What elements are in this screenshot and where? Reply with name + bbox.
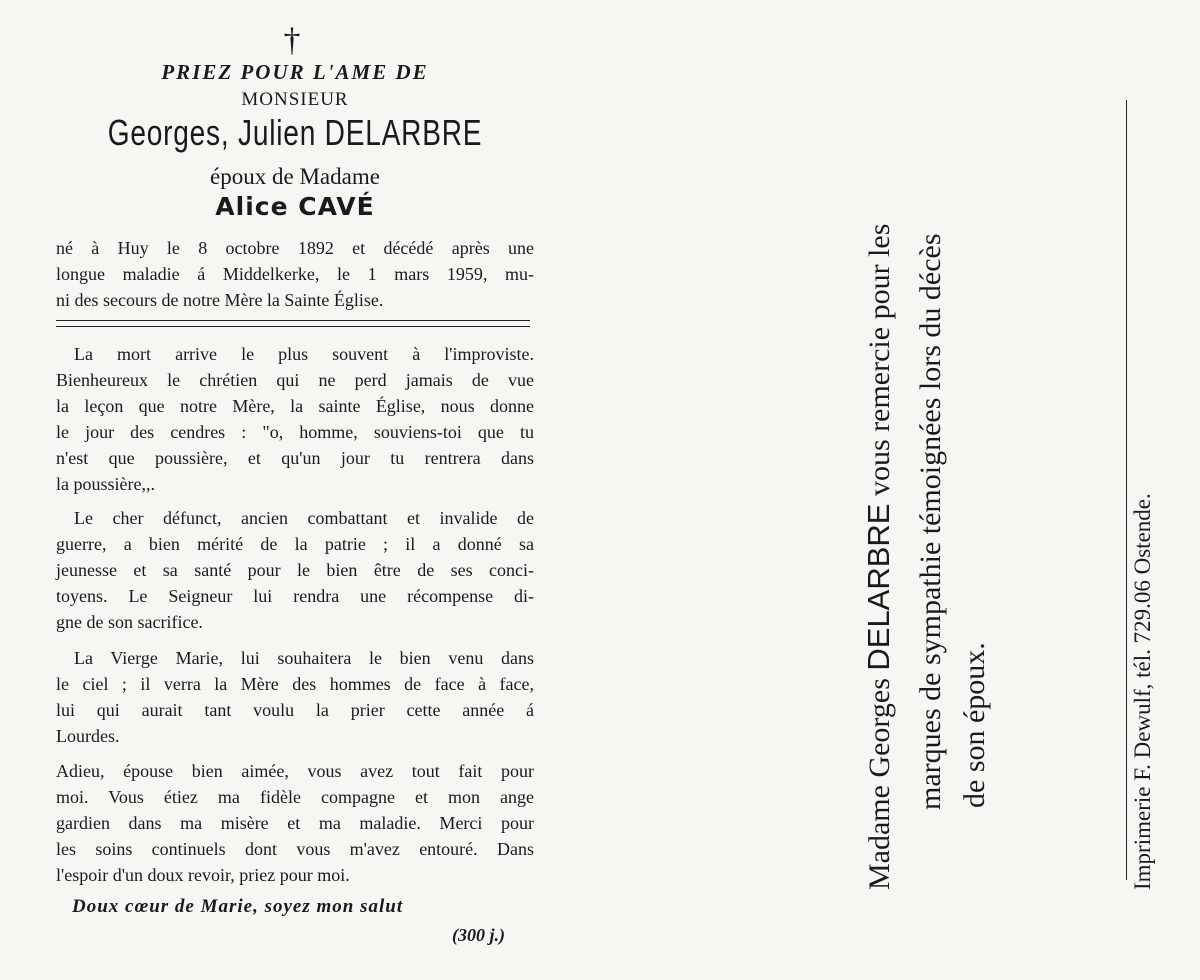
text-line: jeunesse et sa santé pour le bien être de ses conci- bbox=[56, 560, 534, 580]
thanks-text: Madame Georges bbox=[863, 670, 896, 890]
paragraph-3 bbox=[56, 645, 534, 749]
text-line: gne de son sacrifice. bbox=[56, 612, 203, 632]
title-line: MONSIEUR bbox=[241, 89, 349, 110]
text-line: ni des secours de notre Mère la Sainte Église. bbox=[56, 290, 384, 310]
thanks-surname: DELARBRE bbox=[861, 503, 896, 671]
text-line: gardien dans ma misère et ma maladie. Merci pour bbox=[56, 813, 534, 833]
thanks-line-3: de son époux. bbox=[958, 642, 991, 808]
spouse-name: Alice CAVÉ bbox=[215, 192, 375, 221]
text-line: les soins continuels dont vous m'avez entouré. Dans bbox=[56, 839, 534, 859]
text-line: longue maladie á Middelkerke, le 1 mars 1959, mu- bbox=[56, 264, 534, 284]
text-line: le jour des cendres : "o, homme, souviens-toi que tu bbox=[56, 422, 534, 442]
thanks-line-2: marques de sympathie témoignées lors du décès bbox=[914, 233, 947, 810]
text-line: moi. Vous étiez ma fidèle compagne et mon ange bbox=[56, 787, 534, 807]
text-line: La Vierge Marie, lui souhaitera le bien venu dans bbox=[74, 648, 534, 668]
divider-vertical bbox=[1126, 100, 1127, 880]
heading: PRIEZ POUR L'AME DE bbox=[161, 60, 429, 84]
prayer-line: Doux cœur de Marie, soyez mon salut bbox=[72, 896, 404, 917]
paragraph-4 bbox=[56, 758, 534, 888]
text-line: Adieu, épouse bien aimée, vous avez tout fait pour bbox=[56, 761, 534, 781]
thanks-line-1 bbox=[862, 224, 897, 890]
text-line: Le cher défunct, ancien combattant et invalide de bbox=[74, 508, 534, 528]
text-line: l'espoir d'un doux revoir, priez pour moi. bbox=[56, 865, 350, 885]
text-line: la leçon que notre Mère, la sainte Église, nous donne bbox=[56, 396, 534, 416]
indulgence-note: (300 j.) bbox=[452, 925, 505, 945]
divider bbox=[56, 326, 530, 327]
cross-icon: † bbox=[283, 22, 301, 59]
divider bbox=[56, 320, 530, 321]
paragraph-1 bbox=[56, 341, 534, 497]
text-line: toyens. Le Seigneur lui rendra une récompense di- bbox=[56, 586, 534, 606]
text-line: guerre, a bien mérité de la patrie ; il a donné sa bbox=[56, 534, 534, 554]
spouse-line: époux de Madame bbox=[210, 164, 380, 189]
text-line: Lourdes. bbox=[56, 726, 120, 746]
printer-credit: Imprimerie F. Dewulf, tél. 729.06 Ostende. bbox=[1130, 493, 1155, 890]
paragraph-2 bbox=[56, 505, 534, 635]
deceased-name: Georges, Julien DELARBRE bbox=[107, 112, 483, 153]
thanks-text: vous remercie pour les bbox=[863, 223, 896, 504]
text-line: né à Huy le 8 octobre 1892 et décédé après une bbox=[56, 238, 534, 258]
text-line: n'est que poussière, et qu'un jour tu rentrera dans bbox=[56, 448, 534, 468]
text-line: La mort arrive le plus souvent à l'improviste. bbox=[74, 344, 534, 364]
text-line: le ciel ; il verra la Mère des hommes de face à face, bbox=[56, 674, 534, 694]
text-line: la poussière,,. bbox=[56, 474, 155, 494]
text-line: lui qui aurait tant voulu la prier cette année á bbox=[56, 700, 534, 720]
text-line: Bienheureux le chrétien qui ne perd jamais de vue bbox=[56, 370, 534, 390]
birth-death-text bbox=[56, 235, 534, 313]
